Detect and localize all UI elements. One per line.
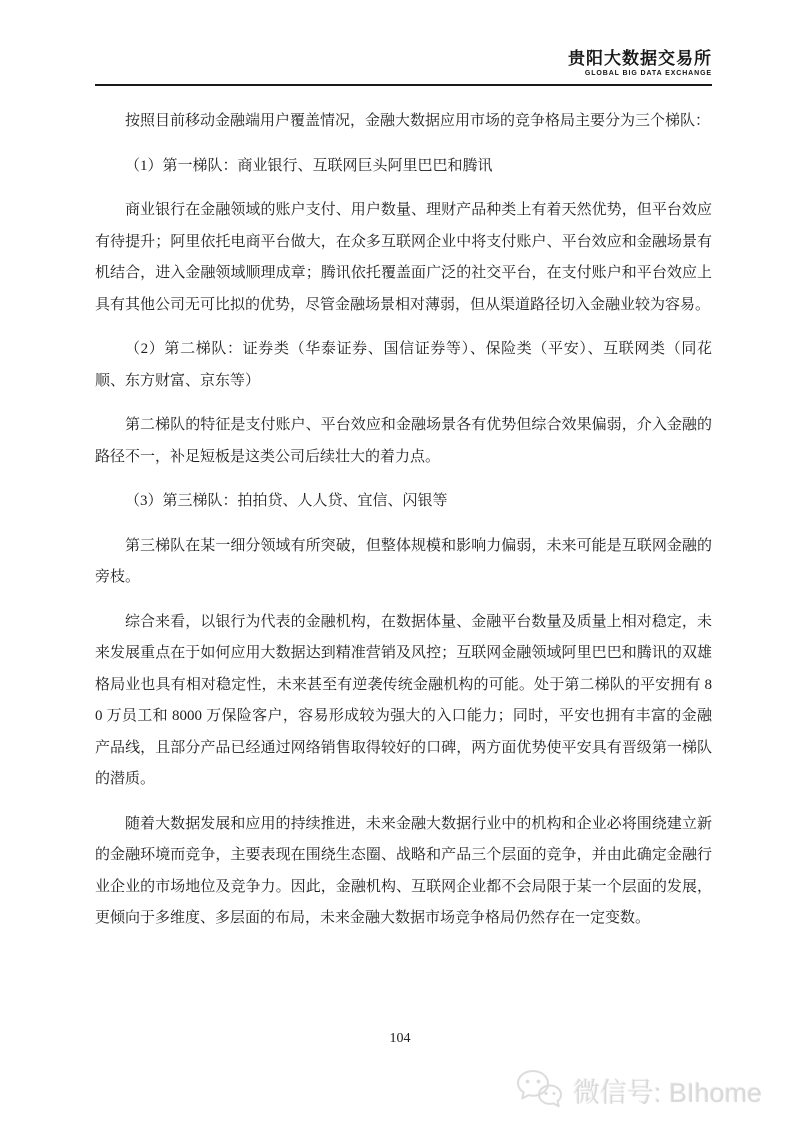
document-body [95, 106, 712, 948]
logo-subtitle-en: GLOBAL BIG DATA EXCHANGE [584, 70, 712, 77]
paragraph: 第二梯队的特征是支付账户、平台效应和金融场景各有优势但综合效果偏弱，介入金融的路径不一，补足短板是这类公司后续壮大的着力点。 [95, 417, 712, 465]
page-number: 104 [389, 1031, 411, 1046]
paragraph: （3）第三梯队：拍拍贷、人人贷、宜信、闪银等 [125, 493, 448, 509]
watermark-label: 微信号: BIhome [572, 1077, 762, 1108]
paragraph: 随着大数据发展和应用的持续推进，未来金融大数据行业中的机构和企业必将围绕建立新的金融环境而竞争，主要表现在围绕生态圈、战略和产品三个层面的竞争，并由此确定金融行业企业的市场地位及竞争力。因此，金融机构、互联网企业都不会局限于某一个层面的发展，更倾向于多维度、多层面的布局，未来金融大数据市场竞争格局仍然存在一定变数。 [95, 815, 712, 926]
paragraph: 第三梯队在某一细分领域有所突破，但整体规模和影响力偏弱，未来可能是互联网金融的旁枝。 [95, 537, 712, 585]
wechat-watermark [515, 1068, 762, 1112]
wechat-icon [515, 1068, 563, 1112]
paragraph: （1）第一梯队：商业银行、互联网巨头阿里巴巴和腾讯 [125, 157, 493, 174]
paragraph: （2）第二梯队：证券类（华泰证券、国信证券等）、保险类（平安）、互联网类（同花顺、东方财富、京东等） [95, 341, 712, 389]
header-logo [568, 50, 712, 77]
paragraph: 综合来看，以银行为代表的金融机构，在数据体量、金融平台数量及质量上相对稳定，未来发展重点在于如何应用大数据达到精准营销及风控；互联网金融领域阿里巴巴和腾讯的双雄格局业也具有相对稳定性，未来甚至有逆袭传统金融机构的可能。处于第二梯队的平安拥有 80 万员工和 8000 万保险客户，容易形成较为强大的入口能力；同时，平安也拥有丰富的金融产品线，且部分产品已经通过网络销售取得较好的口碑，两方面优势使平安具有晋级第一梯队的潜质。 [95, 613, 712, 787]
paragraph: 商业银行在金融领域的账户支付、用户数量、理财产品种类上有着天然优势，但平台效应有待提升；阿里依托电商平台做大，在众多互联网企业中将支付账户、平台效应和金融场景有机结合，进入金融领域顺理成章；腾讯依托覆盖面广泛的社交平台，在支付账户和平台效应上具有其他公司无可比拟的优势，尽管金融场景相对薄弱，但从渠道路径切入金融业较为容易。 [95, 202, 712, 313]
header-divider [95, 84, 712, 86]
logo-title-cn: 贵阳大数据交易所 [568, 49, 712, 68]
paragraph: 按照目前移动金融端用户覆盖情况，金融大数据应用市场的竞争格局主要分为三个梯队： [125, 113, 711, 129]
